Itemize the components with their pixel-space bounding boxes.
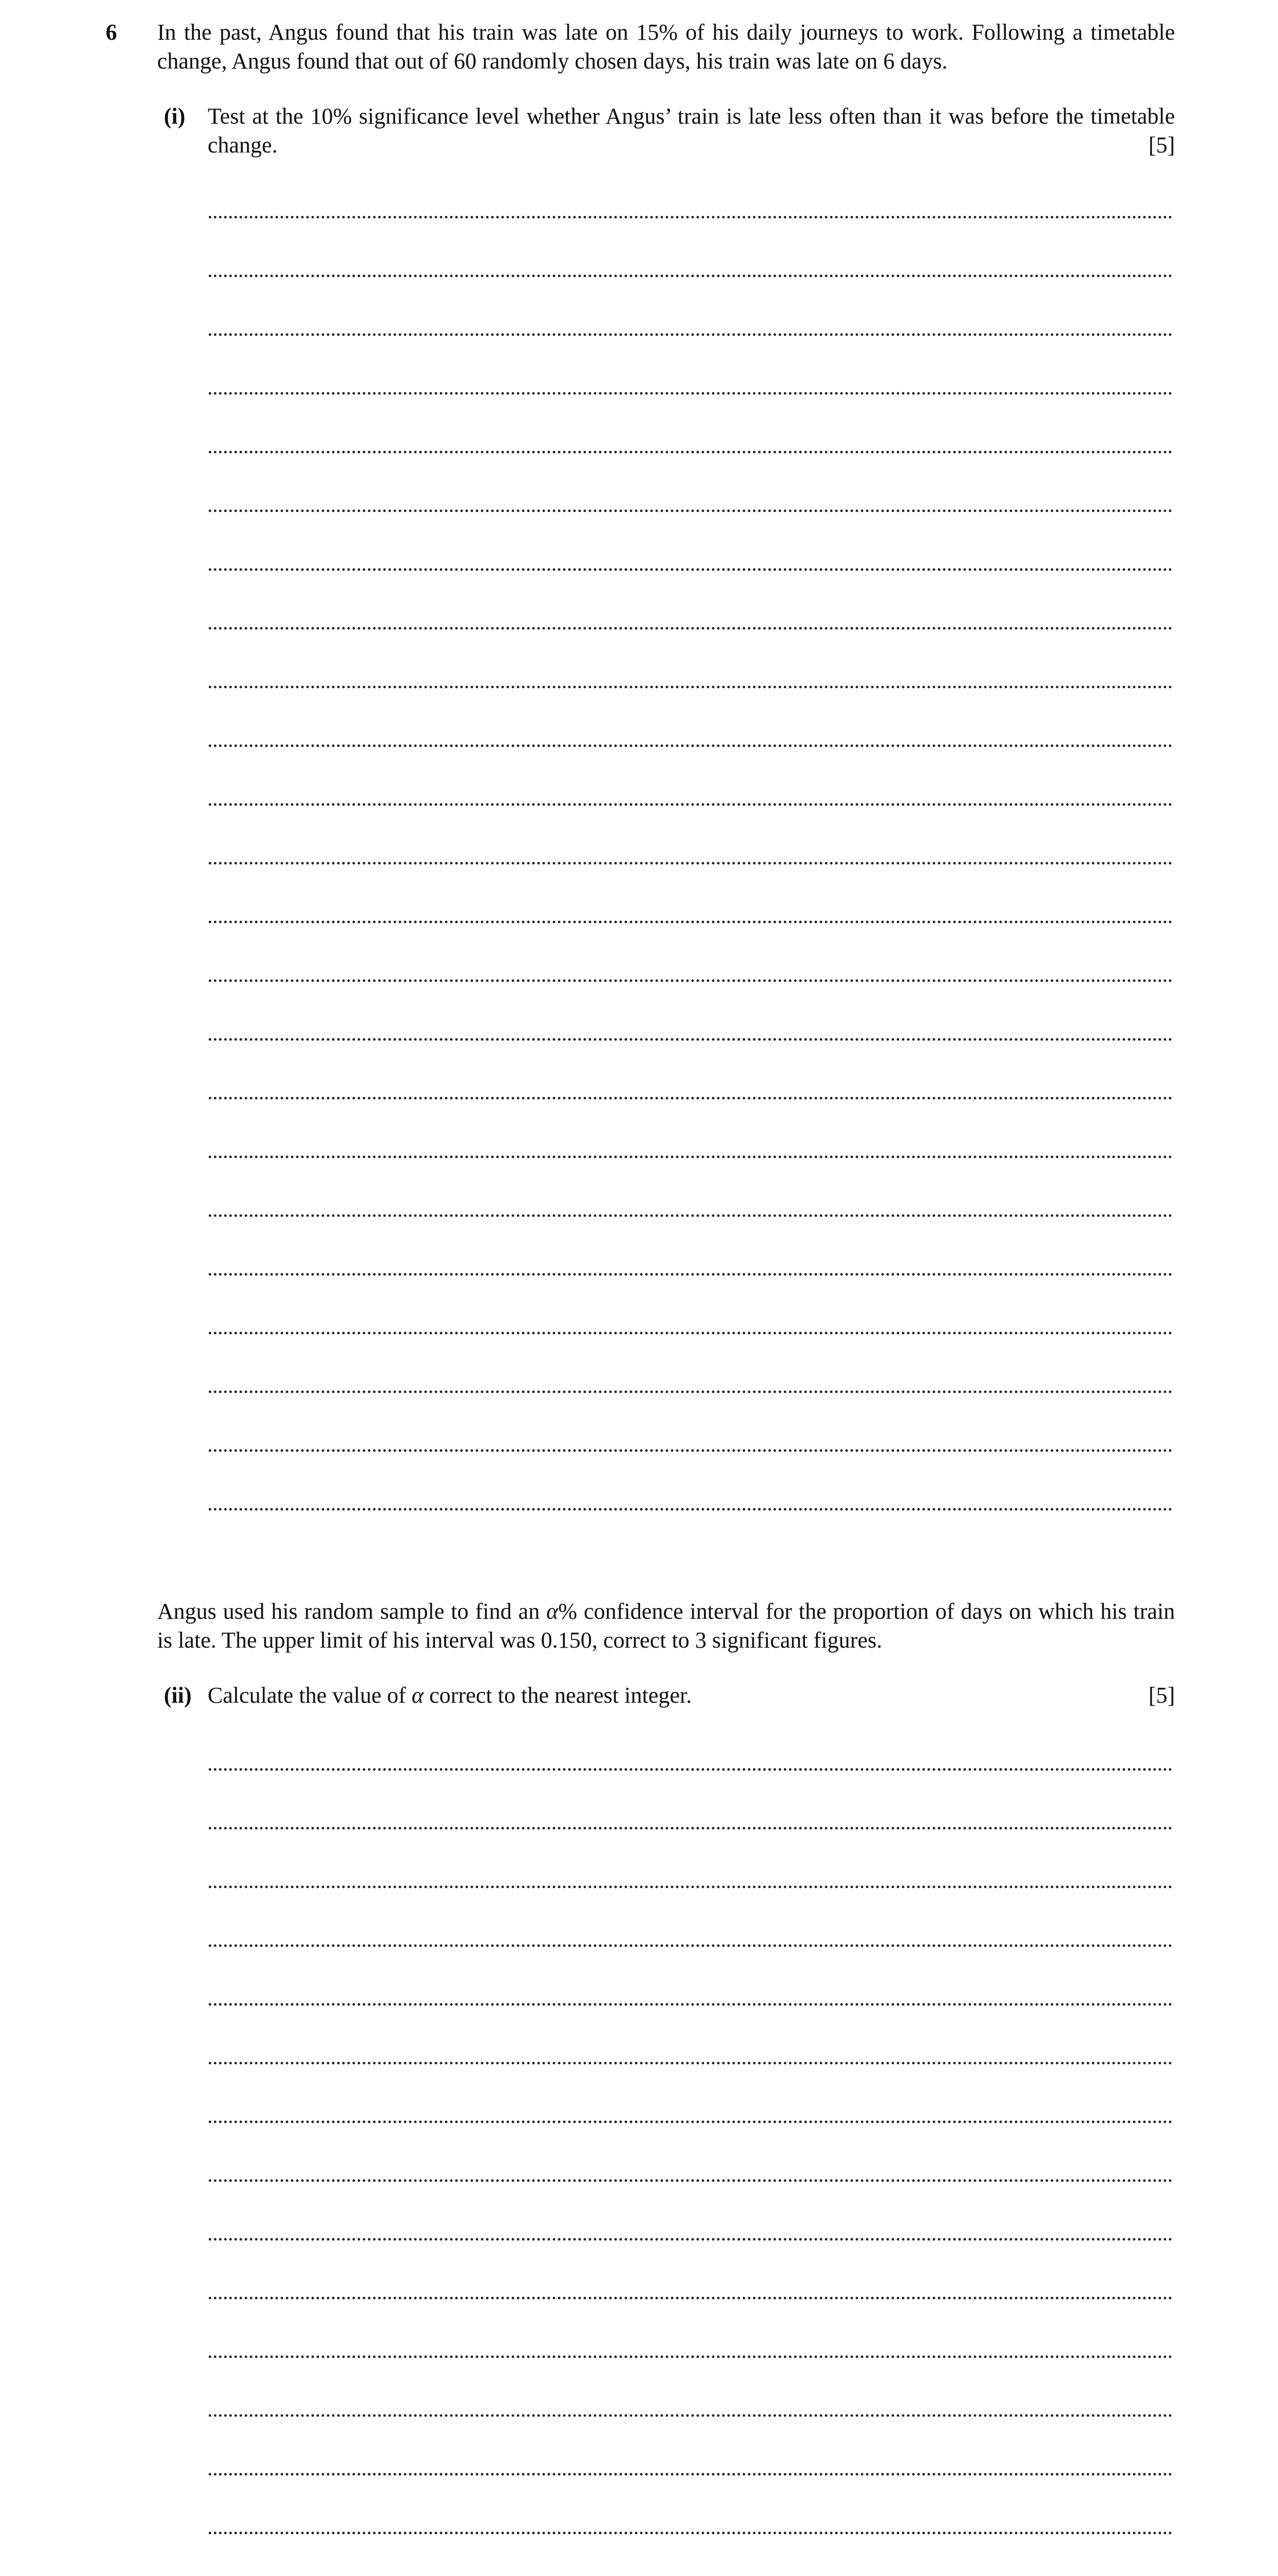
alpha-symbol: α [546, 1599, 559, 1624]
answer-line[interactable] [209, 218, 1172, 277]
answer-line[interactable] [209, 1452, 1172, 1511]
part-ii-label: (ii) [164, 1683, 192, 1708]
part-i-answer-area[interactable] [209, 160, 1172, 1511]
alpha-symbol: α [411, 1683, 424, 1708]
answer-line[interactable] [209, 277, 1172, 336]
answer-line[interactable] [209, 982, 1172, 1041]
part-ii-text [208, 1681, 1175, 1710]
part-i-text: Test at the 10% significance level whether Angus’ train is late less often than it was before the timetable change. [208, 104, 1175, 158]
answer-line[interactable] [209, 630, 1172, 688]
answer-line[interactable] [209, 2123, 1172, 2182]
answer-line[interactable] [209, 1041, 1172, 1099]
answer-line[interactable] [209, 688, 1172, 747]
answer-line[interactable] [209, 2417, 1172, 2476]
answer-line[interactable] [209, 2358, 1172, 2417]
answer-line[interactable] [209, 1334, 1172, 1393]
question-number: 6 [106, 20, 117, 45]
answer-line[interactable] [209, 1393, 1172, 1452]
answer-line[interactable] [209, 160, 1172, 218]
answer-line[interactable] [209, 395, 1172, 453]
part-ii-marks: [5] [1148, 1683, 1175, 1708]
answer-line[interactable] [209, 453, 1172, 512]
middle-text [157, 1597, 1175, 1655]
middle-text-start: Angus used his random sample to find an [157, 1599, 547, 1624]
answer-line[interactable] [209, 512, 1172, 571]
answer-line[interactable] [209, 806, 1172, 865]
answer-line[interactable] [209, 2534, 1172, 2576]
answer-line[interactable] [209, 1829, 1172, 1888]
answer-line[interactable] [209, 1217, 1172, 1276]
part-i-marks: [5] [1148, 132, 1175, 158]
part-i-label: (i) [164, 104, 186, 129]
part-ii-text-start: Calculate the value of [208, 1683, 412, 1708]
answer-line[interactable] [209, 1099, 1172, 1158]
answer-line[interactable] [209, 923, 1172, 982]
answer-line[interactable] [209, 571, 1172, 630]
question-intro: In the past, Angus found that his train was late on 15% of his daily journeys to work. Following a timetable change, Angus found that out of 60 randomly chosen days, his train was late on 6 days. [157, 20, 1175, 74]
answer-line[interactable] [209, 1771, 1172, 1829]
part-ii-answer-area[interactable] [209, 1712, 1172, 2576]
answer-line[interactable] [209, 2299, 1172, 2358]
answer-line[interactable] [209, 747, 1172, 806]
answer-line[interactable] [209, 1888, 1172, 1947]
answer-line[interactable] [209, 1712, 1172, 1771]
answer-line[interactable] [209, 1158, 1172, 1217]
answer-line[interactable] [209, 865, 1172, 923]
middle-text-end: % confidence interval for the proportion of days on which his train is late. The upper limit of his interval was 0.150, correct to 3 significant figures. [157, 1599, 1175, 1653]
answer-line[interactable] [209, 2476, 1172, 2534]
answer-line[interactable] [209, 2064, 1172, 2123]
answer-line[interactable] [209, 2241, 1172, 2299]
answer-line[interactable] [209, 2006, 1172, 2064]
answer-line[interactable] [209, 1947, 1172, 2006]
answer-line[interactable] [209, 2182, 1172, 2241]
part-ii-text-end: correct to the nearest integer. [423, 1683, 692, 1708]
answer-line[interactable] [209, 1276, 1172, 1334]
answer-line[interactable] [209, 336, 1172, 395]
